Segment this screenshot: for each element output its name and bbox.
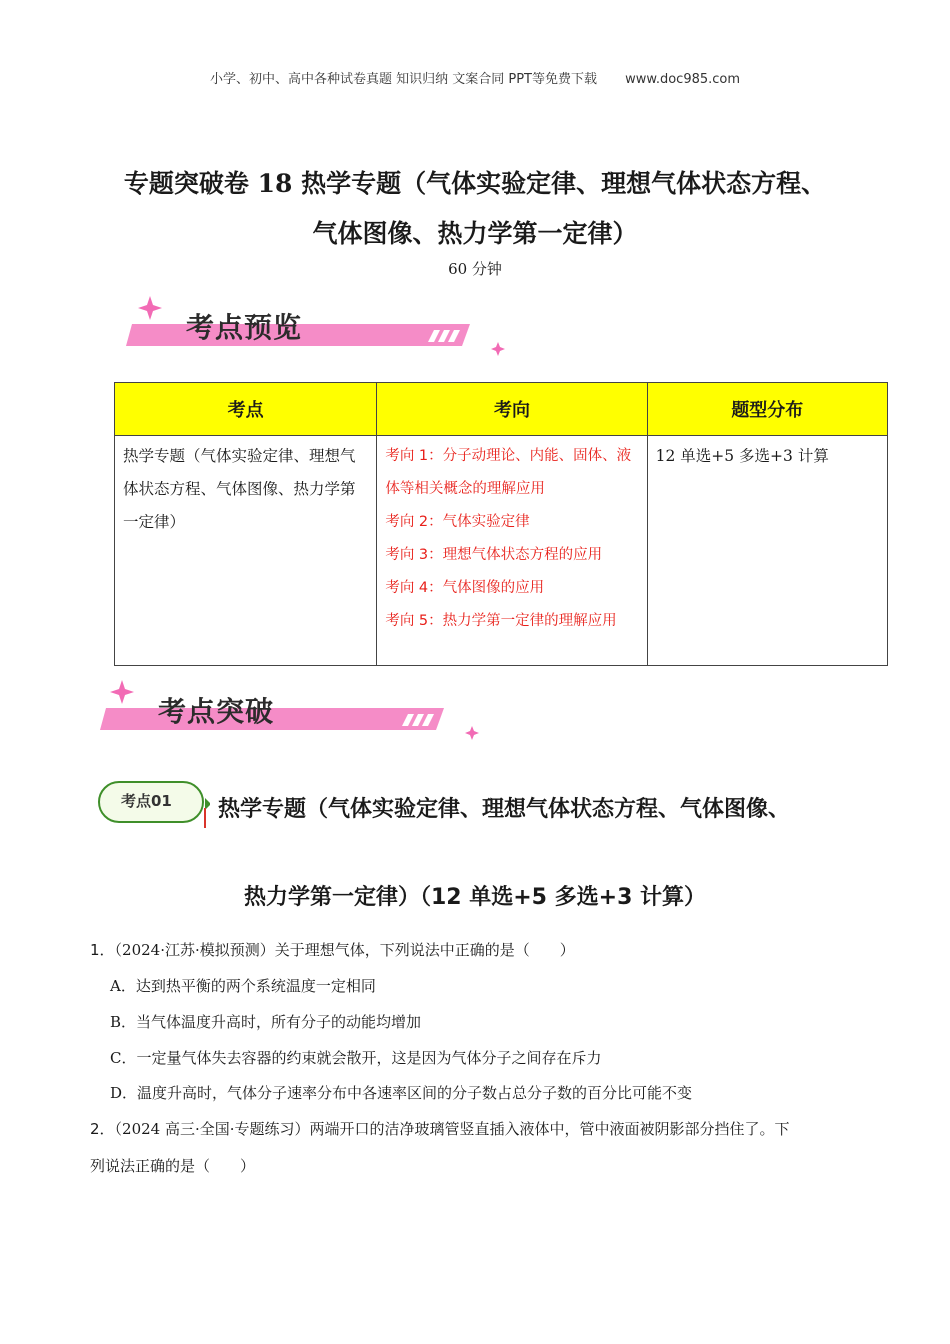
breakthrough-banner-text: 考点突破 — [158, 695, 275, 728]
section-badge-text: 考点01 — [121, 792, 172, 810]
direction-item: 考向 3：理想气体状态方程的应用 — [385, 547, 603, 563]
duration-label: 60 分钟 — [448, 260, 502, 278]
direction-item: 考向 4：气体图像的应用 — [385, 580, 545, 596]
header-site-link[interactable]: www.doc985.com — [625, 72, 741, 87]
question-1-stem — [90, 938, 575, 962]
preview-banner-text: 考点预览 — [186, 311, 303, 344]
question-2-stem — [90, 1117, 790, 1141]
topic-cell: 热学专题（气体实验定律、理想气体状态方程、气体图像、热力学第一定律） — [115, 436, 377, 666]
question-text: （2024 高三·全国·专题练习）两端开口的洁净玻璃管竖直插入液体中，管中液面被阴影部分挡住了。下 — [114, 1120, 790, 1138]
direction-item: 考向 2：气体实验定律 — [385, 514, 530, 530]
question-number: 1． — [90, 941, 115, 959]
distribution-cell: 12 单选+5 多选+3 计算 — [647, 436, 887, 666]
question-1-option-a: A．达到热平衡的两个系统温度一定相同 — [110, 977, 376, 995]
question-1-option-c: C．一定量气体失去容器的约束就会散开，这是因为气体分子之间存在斥力 — [110, 1049, 602, 1067]
direction-item: 考向 5：热力学第一定律的理解应用 — [385, 613, 617, 629]
page-title-line1: 专题突破卷 18 热学专题（气体实验定律、理想气体状态方程、 — [123, 169, 827, 198]
col-header-topic: 考点 — [115, 383, 377, 436]
breakthrough-banner — [92, 676, 492, 746]
section-title-line2: 热力学第一定律）（12 单选+5 多选+3 计算） — [243, 885, 707, 910]
banner-decoration-icon — [92, 676, 492, 746]
page-header — [0, 68, 950, 87]
exam-points-table — [114, 382, 888, 666]
preview-banner — [118, 292, 518, 362]
question-2-stem-cont: 列说法正确的是（ ） — [90, 1157, 256, 1175]
question-1-option-d: D．温度升高时，气体分子速率分布中各速率区间的分子数占总分子数的百分比可能不变 — [110, 1084, 693, 1102]
col-header-distribution: 题型分布 — [647, 383, 887, 436]
question-text: （2024·江苏·模拟预测）关于理想气体，下列说法中正确的是（ ） — [114, 941, 575, 959]
question-1-option-b: B．当气体温度升高时，所有分子的动能均增加 — [110, 1013, 422, 1031]
question-number: 2． — [90, 1120, 115, 1138]
page-title-line2: 气体图像、热力学第一定律） — [312, 219, 638, 248]
banner-decoration-icon — [118, 292, 518, 362]
section-badge — [95, 778, 210, 828]
direction-cell — [377, 436, 647, 666]
col-header-direction: 考向 — [377, 383, 647, 436]
section-title-line1: 热学专题（气体实验定律、理想气体状态方程、气体图像、 — [218, 797, 791, 822]
header-text: 小学、初中、高中各种试卷真题 知识归纳 文案合同 PPT等免费下载 — [209, 72, 597, 87]
direction-item: 考向 1：分子动理论、内能、固体、液体等相关概念的理解应用 — [385, 448, 632, 497]
